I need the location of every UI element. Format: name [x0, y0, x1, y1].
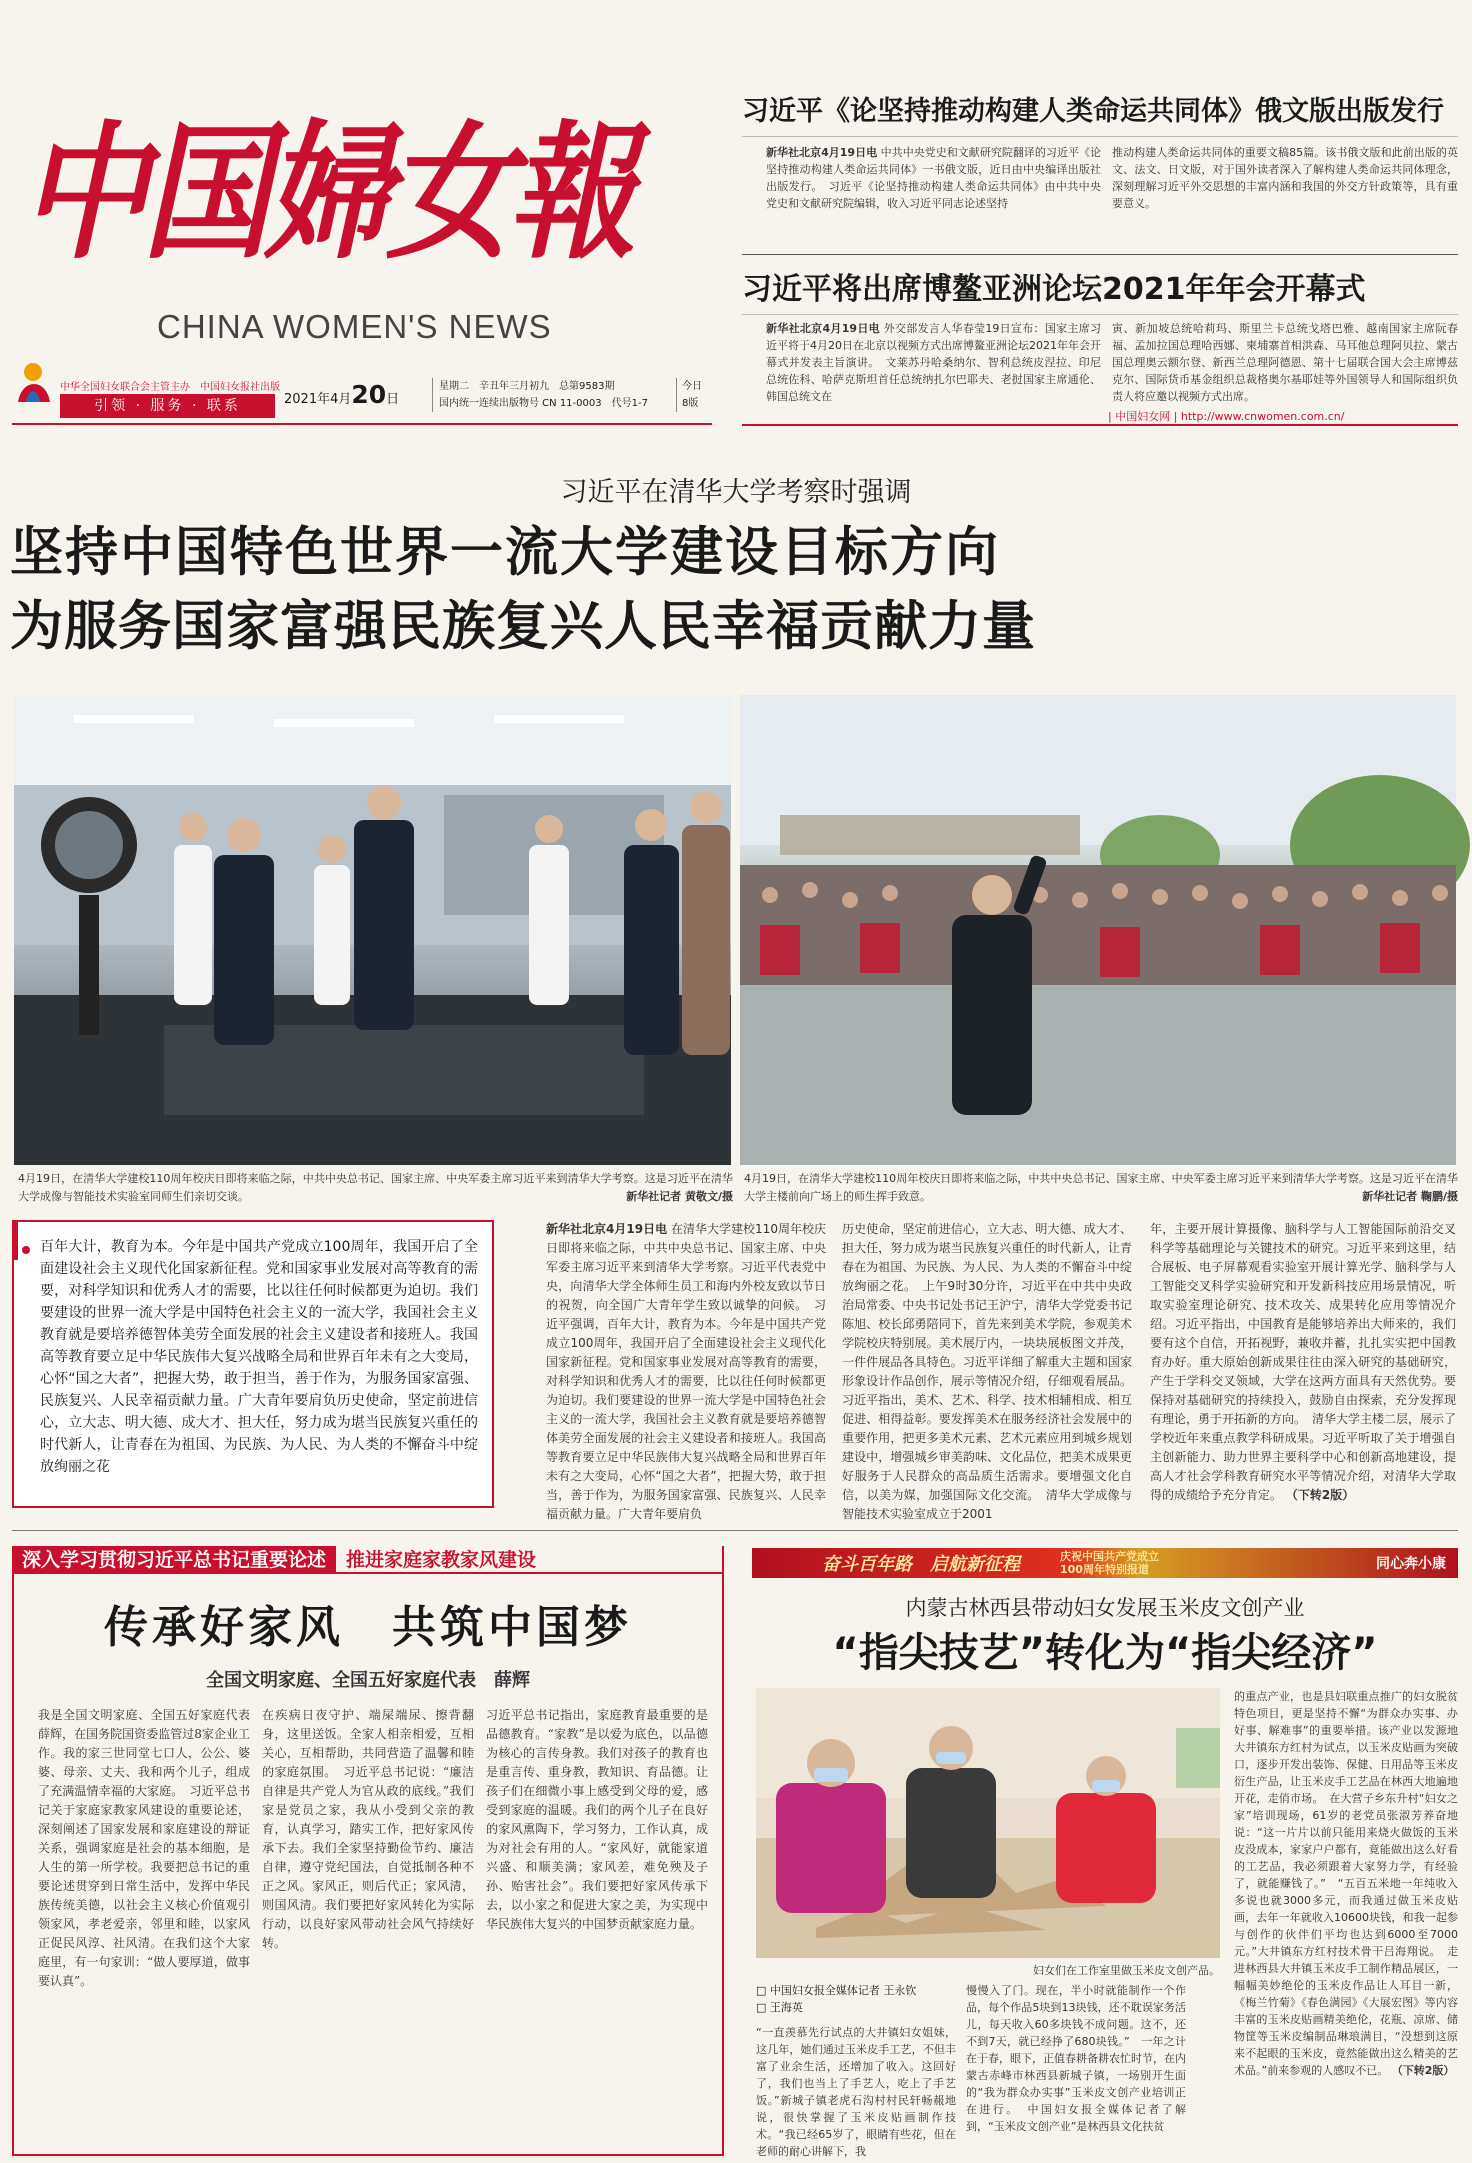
top-news-1-text-a: 中共中央党史和文献研究院翻译的习近平《论坚持推动构建人类命运共同体》一书俄文版，近日由中央编译出版社出版发行。 习近平《论坚持推动构建人类命运共同体》由中共中央党史和文献研究院编辑，收入习近平同志论述坚持 — [766, 146, 1101, 210]
lead-col-1-text: 在清华大学建校110周年校庆日即将来临之际，中共中央总书记、国家主席、中央军委主席习近平来到清华大学考察。习近平代表党中央，向清华大学全体师生员工和海内外校友致以节日的祝贺，向全国广大青年学生致以诚挚的问候。 习近平强调，百年大计，教育为本。今年是中国共产党成立100周年，我国开启了全面建设社会主义现代化国家新征程。党和国家事业发展对高等教育的需要，对科学知识和优秀人才的需要，比以往任何时候都更为迫切。我们要建设的世界一流大学是中国特色社会主义的一流大学，我国社会主义教育就是要培养德智体美劳全面发展的社会主义建设者和接班人。我国高等教育要立足中华民族伟大复兴战略全局和世界百年未有之大变局，心怀“国之大者”，把握大势，敢于担当，善于作为，为服务国家富强、民族复兴、人民幸福贡献力量。广大青年要肩负 — [546, 1222, 826, 1521]
corn-reporters — [756, 1982, 956, 2016]
corn-col-3 — [1234, 1688, 1458, 2158]
lead-col-1 — [546, 1220, 826, 1521]
photo-credit: 新华社记者 黄敬文/摄 — [626, 1190, 733, 1203]
masthead — [12, 70, 712, 430]
corn-col-1: “一直羡慕先行试点的大井镇妇女姐妹，这几年，她们通过玉米皮手工艺，不但丰富了业余生活，还增加了收入。这回好了，我们也当上了手艺人，吃上了手艺饭。”新城子镇老虎石沟村村民轩畅赧地说，很快掌握了玉米皮贴画制作技术。“我已经65岁了，眼睛有些花，但在老师的耐心讲解下，我 — [756, 2026, 956, 2158]
corn-kicker: 内蒙古林西县带动妇女发展玉米皮文创产业 — [905, 1596, 1305, 1620]
feature-banner — [12, 1546, 724, 1574]
dateline: 新华社北京4月19日电 — [546, 1222, 668, 1236]
crowd-photo — [740, 695, 1456, 1165]
banner-right: 推进家庭家教家风建设 — [336, 1546, 724, 1574]
family-headline: 传承好家风 共筑中国梦 — [104, 1602, 632, 1653]
masthead-rule — [12, 423, 712, 425]
reporter-2: 王海英 — [769, 2001, 803, 2014]
corn-headline: “指尖技艺”转化为“指尖经济” — [832, 1630, 1378, 1676]
lead-summary-text: 百年大计，教育为本。今年是中国共产党成立100周年，我国开启了全面建设社会主义现代化国家新征程。党和国家事业发展对高等教育的需要，对科学知识和优秀人才的需要，比以往任何时候都更为迫切。我们要建设的世界一流大学是中国特色社会主义的一流大学，我国社会主义教育就是要培养德智体美劳全面发展的社会主义建设者和接班人。我国高等教育要立足中华民族伟大复兴战略全局和世界百年未有之大变局，心怀“国之大者”，把握大势，敢于担当，善于作为，为服务国家富强、民族复兴、人民幸福贡献力量。广大青年要肩负历史使命，坚定前进信心，立大志、明大德、成大才、担大任，努力成为堪当民族复兴重任的时代新人，让青春在为祖国、为民族、为人民、为人类的不懈奋斗中绽放绚丽之花 — [40, 1239, 478, 1475]
masthead-english-name: CHINA WOMEN'S NEWS — [157, 308, 552, 345]
motto-text: 引领 · 服务 · 联系 — [94, 398, 241, 414]
lead-headline-line1: 坚持中国特色世界一流大学建设目标方向 — [10, 522, 1000, 583]
banner-slogan: 奋斗百年路 启航新征程 — [822, 1554, 1020, 1575]
top-news-1-col2: 推动构建人类命运共同体的重要文稿85篇。该书俄文版和此前出版的英文、法文、日文版，对于国外读者深入了解构建人类命运共同体理念，深刻理解习近平外交思想的丰富内涵和我国的外交方针政策等，具有重要意义。 — [1112, 146, 1458, 210]
reporter-line: □ 王海英 — [756, 2001, 803, 2014]
section-divider — [12, 1530, 1458, 1531]
top-news-1-headline: 习近平《论坚持推动构建人类命运共同体》俄文版出版发行 — [742, 96, 1444, 127]
summary-marker — [22, 1246, 30, 1254]
banner-badge: 庆祝中国共产党成立100周年特别报道 — [1060, 1550, 1159, 1576]
reporter-line: □ 中国妇女报全媒体记者 王永钦 — [756, 1984, 917, 1997]
top-news-2-text-a: 外交部发言人华春莹19日宣布：国家主席习近平将于4月20日在北京以视频方式出席博鳌亚洲论坛2021年年会开幕式并发表主旨演讲。 文莱苏丹哈桑纳尔、智利总统皮涅拉、印尼总统佐科、哈萨克斯坦首任总统纳扎尔巴耶夫、老挝国家主席通伦、韩国总统文在 — [766, 322, 1101, 403]
sponsor-line: 中华全国妇女联合会主管主办 中国妇女报社出版 — [60, 382, 280, 393]
dateline: 新华社北京4月19日电 — [766, 146, 878, 159]
lunar-line: 星期二 辛丑年三月初九 总第9583期 — [439, 381, 615, 392]
continued-note: （下转2版） — [1391, 2064, 1455, 2077]
lead-col-3 — [1150, 1220, 1456, 1510]
continued-note: （下转2版） — [1285, 1488, 1355, 1502]
issue-info — [432, 378, 648, 412]
banner-left: 深入学习贯彻习近平总书记重要论述 — [12, 1546, 336, 1574]
masthead-emblem — [12, 358, 54, 408]
caption-text: 4月19日，在清华大学建校110周年校庆日即将来临之际，中共中央总书记、国家主席、中央军委主席习近平来到清华大学考察。这是习近平在清华大学成像与智能技术实验室同师生们亲切交谈。 — [18, 1172, 733, 1203]
divider — [742, 254, 1458, 255]
top-news-2-col2: 寅、新加坡总统哈莉玛、斯里兰卡总统戈塔巴雅、越南国家主席阮春福、孟加拉国总理哈西娜、柬埔寨首相洪森、马耳他总理阿贝拉、蒙古国总理奥云额尔登、新西兰总理阿德恩、第十七届联合国大会主席博兹克尔、国际货币基金组织总裁格奥尔基耶娃等外国领导人和国际组织负责人将应邀以视频方式出席。 — [1112, 322, 1458, 403]
top-news-2-col1 — [766, 320, 1101, 405]
divider — [742, 136, 1458, 137]
family-col-3: 习近平总书记指出，家庭教育最重要的是品德教育。“家教”是以爱为底色，以品德为核心的言传身教。我们对孩子的教育也是重言传、重身教，教知识、育品德。让孩子们在细微小事上感受到父母的爱，感受到家庭的温暖。我们的两个儿子在良好的家风熏陶下，学习努力，工作认真，成为对社会有用的人。“家风好，就能家道兴盛、和顺美满；家风差，难免殃及子孙、贻害社会”。我们要把好家风传承下去，以小家之和促进大家之美，为实现中华民族伟大复兴的中国梦贡献家庭力量。 — [486, 1708, 708, 1931]
lead-col-2: 历史使命，坚定前进信心，立大志、明大德、成大才、担大任，努力成为堪当民族复兴重任的时代新人，让青春在为祖国、为民族、为人民、为人类的不懈奋斗中绽放绚丽之花。 上午9时30分许，习近平在中共中央政治局常委、中央书记处书记王沪宁，清华大学党委书记陈旭、校长邱勇陪同下，首先来到美术学院，参观美术学院校庆特别展。美术展厅内，一块块展板图文并茂，一件件展品各具特色。习近平详细了解重大主题和国家形象设计作品创作，展示等情况介绍，仔细观看展品。习近平指出，美术、艺术、科学、技术相辅相成、相互促进、相得益彰。要发挥美术在服务经济社会发展中的重要作用，把更多美术元素、艺术元素应用到城乡规划建设中，增强城乡审美韵味、文化品位，把美术成果更好服务于人民群众的高品质生活需求。要增强文化自信，以美为媒，加强国际文化交流。 清华大学成像与智能技术实验室成立于2001 — [842, 1222, 1132, 1521]
code-line: 国内统一连续出版物号 CN 11-0003 代号1-7 — [439, 398, 648, 409]
centenary-banner — [752, 1548, 1458, 1578]
motto-band — [60, 394, 275, 418]
banner-tail: 同心奔小康 — [1376, 1556, 1446, 1572]
website-link[interactable]: | 中国妇女网 | http://www.cnwomen.com.cn/ — [1108, 410, 1345, 423]
masthead-logo: 中国婦女報 — [20, 107, 631, 280]
lead-caption-left — [18, 1170, 733, 1208]
date-block — [284, 380, 399, 409]
dateline: 新华社北京4月19日电 — [766, 322, 880, 335]
corn-col-2: 慢慢入了门。现在，半小时就能制作一个作品，每个作品5块到13块钱，还不耽误家务活儿，每天收入60多块钱不成问题。这不，还不到7天，就已经挣了680块钱。” 一年之计在于春，眼下，正值春耕备耕农忙时节，在内蒙古赤峰市林西县新城子镇，一场别开生面的“我为群众办实事”玉米皮文创产业培训正在进行。 中国妇女报全媒体记者了解到，“玉米皮文创产业”是林西县文化扶贫 — [966, 1984, 1186, 2133]
pages-count: 8版 — [682, 398, 699, 409]
lead-summary-box — [12, 1220, 494, 1508]
corn-col-3-text: 的重点产业，也是县妇联重点推广的妇女脱贫特色项目，更是坚持不懈“为群众办实事、办好事、解难事”的重要举措。该产业以发源地大井镇东方红村为试点，以玉米皮贴画为突破口，逐步开发出装饰、保健、日用品等玉米皮衍生产品，让玉米皮手工艺品在林西大地遍地开花，走俏市场。 在大营子乡东升村“妇女之家”培训现场，61岁的老党员张淑芳养奋地说：“这一片片以前只能用来烧火做饭的玉米皮没成本，家家户户都有，竟能做出这么好看的工艺品，我必须跟着大家努力学，有经验了，就能赚钱了。” “五百五米地一年纯收入多说也就3000多元，而我通过做玉米皮贴画，去年一年就收入10600块钱，和我一起参与创作的伙伴们平均也达到6000至7000元。”大井镇东方红村技术骨干吕海翔说。 走进林西县大井镇玉米皮手工制作精品展区，一幅幅美妙绝伦的玉米皮作品让人耳目一新，《梅兰竹菊》《春色满园》《大展宏图》等内容丰富的玉米皮贴画精美绝伦，花瓶、凉席、储物筐等玉米皮编制品琳琅满目，“没想到这原来不起眼的玉米皮，竟然能做出这么精美的艺术品。”前来参观的人感叹不已。 — [1234, 1690, 1458, 2077]
caption-text: 4月19日，在清华大学建校110周年校庆日即将来临之际，中共中央总书记、国家主席、中央军委主席习近平来到清华大学考察。这是习近平在清华大学主楼前向广场上的师生挥手致意。 — [744, 1172, 1458, 1203]
top-news-2-headline: 习近平将出席博鳌亚洲论坛2021年年会开幕式 — [742, 272, 1366, 307]
date-suffix: 日 — [386, 392, 400, 407]
lead-caption-right — [744, 1170, 1458, 1208]
lead-col-3-text: 年，主要开展计算摄像、脑科学与人工智能国际前沿交叉科学等基础理论与关键技术的研究。习近平来到这里，结合展板、电子屏幕观看实验室开展计算光学、脑科学与人工智能交叉科学实验研究和开发新科技应用场景情况，听取实验室理论研究、技术攻关、成果转化应用等情况介绍。习近平指出，中国教育是能够培养出大师来的，我们要有这个自信，开拓视野，兼收并蓄，扎扎实实把中国教育办好。重大原始创新成果往往由深入研究的基础研究，产生于学科交叉领域，大学在这两方面具有天然优势。要保持对基础研究的持续投入，鼓励自由探索，充分发挥现有理论，勇于开拓新的方向。 清华大学主楼二层，展示了学校近年来重点教学科研成果。习近平听取了关于增强自主创新能力、助力世界主要科学中心和创新高地建设，提高人才社会学科教育研究水平等情况介绍，对清华大学取得的成绩给予充分肯定。 — [1150, 1222, 1457, 1502]
lead-kicker: 习近平在清华大学考察时强调 — [560, 477, 912, 508]
lab-photo — [14, 695, 731, 1165]
family-byline: 全国文明家庭、全国五好家庭代表 薛辉 — [206, 1670, 530, 1691]
summary-corner — [12, 1220, 18, 1260]
website-rule — [742, 424, 1458, 426]
family-col-2: 在疾病日夜守护、端屎端尿、擦背翻身，这里送饭。全家人相亲相爱，互相关心，互相帮助，共同营造了温馨和睦的家庭氛围。 习近平总书记说：“廉洁自律是共产党人为官从政的底线。”我们家是党员之家，我从小受到父亲的教育，认真学习，踏实工作，把好家风传承下去。我们全家坚持勤俭节约、廉洁自律，遵守党纪国法，自觉抵制各种不正之风。家风正，则后代正；家风清，则国风清。我们要把好家风转化为实际行动，以良好家风带动社会风气持续好转。 — [262, 1708, 474, 1950]
pages-today: 今日 — [682, 381, 702, 392]
photo-credit: 新华社记者 鞠鹏/摄 — [1362, 1190, 1458, 1203]
date-prefix: 2021年4月 — [284, 392, 352, 407]
top-news-1-col1 — [766, 144, 1101, 228]
corn-craft-photo — [756, 1688, 1220, 1958]
reporter-1: 中国妇女报全媒体记者 王永钦 — [769, 1984, 917, 1997]
family-col-1: 我是全国文明家庭、全国五好家庭代表薛辉，在国务院国资委监管过8家企业工作。我的家三世同堂七口人，公公、婆婆、母亲、丈夫、我和两个儿子，组成了充满温情幸福的大家庭。 习近平总书记关于家庭家教家风建设的重要论述，深刻阐述了国家发展和家庭建设的辩证关系，强调家庭是社会的基本细胞，是人生的第一所学校。我要把总书记的重要论述贯穿到日常生活中，发挥中华民族传统美德，以社会主义核心价值观引领家风，孝老爱亲，邻里和睦，以家风正促民风淳、社风清。在我们这个大家庭里，有一句家训：“做人要厚道，做事要认真”。 — [38, 1708, 250, 1988]
pages-info — [676, 378, 702, 412]
divider — [742, 314, 1458, 315]
lead-headline-line2: 为服务国家富强民族复兴人民幸福贡献力量 — [10, 596, 1036, 657]
date-day: 20 — [351, 380, 387, 409]
corn-photo-caption: 妇女们在工作室里做玉米皮文创产品。 — [1033, 1964, 1220, 1977]
